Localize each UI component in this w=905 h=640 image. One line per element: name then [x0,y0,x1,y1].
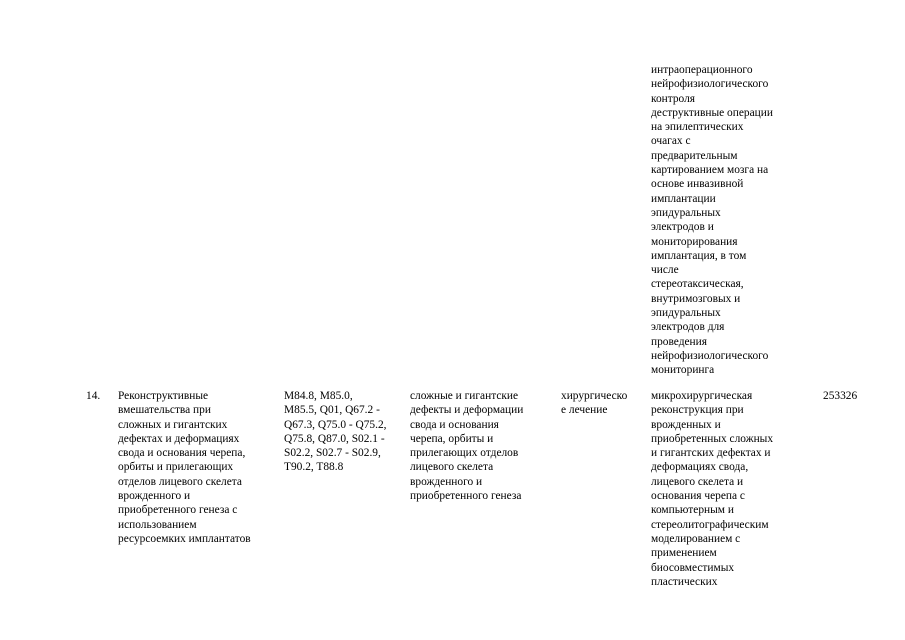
treatment-method [651,389,773,589]
method-continuation-line: основе инвазивной [651,178,744,191]
treatment-method-line: биосовместимых [651,561,735,574]
patient-model-line: врожденного и [410,475,483,488]
method-continuation-line: контроля [651,92,696,105]
method-continuation-line: предварительным [651,149,738,162]
intervention-name-line: врожденного и [118,490,191,503]
diagnosis-codes-line: Q75.8, Q87.0, S02.1 - [284,432,385,445]
method-continuation-line: эпидуральных [651,206,721,219]
patient-model-line: дефекты и деформации [410,404,524,417]
diagnosis-codes-line: Q67.3, Q75.0 - Q75.2, [284,418,387,431]
diagnosis-codes-line: M85.5, Q01, Q67.2 - [284,404,380,417]
treatment-method-line: врожденных и [651,418,721,431]
method-continuation-line: деструктивные операции [651,106,773,119]
intervention-name-line: приобретенного генеза с [118,504,238,517]
method-continuation-line: имплантация, в том [651,249,747,262]
diagnosis-codes [284,389,387,475]
intervention-name-line: Реконструктивные [118,390,209,402]
method-continuation-line: интраоперационного [651,64,753,76]
treatment-type-line: хирургическо [561,390,628,402]
intervention-name-line: свода и основания черепа, [118,447,246,460]
treatment-type-line: е лечение [561,404,608,417]
treatment-method-continuation [651,63,773,378]
patient-model-line: сложные и гигантские [410,390,519,402]
treatment-method-line: приобретенных сложных [651,432,774,445]
diagnosis-codes-line: S02.2, S02.7 - S02.9, [284,447,381,460]
treatment-method-line: реконструкция при [651,404,744,417]
price: 253326 [823,390,858,402]
patient-model-line: лицевого скелета [410,461,494,474]
treatment-method-line: пластических [651,575,718,588]
method-continuation-line: на эпилептических [651,121,744,134]
treatment-method-line: компьютерным и [651,504,734,517]
method-continuation-line: имплантации [651,192,716,205]
treatment-method-line: лицевого скелета и [651,475,744,488]
treatment-method-line: основания черепа с [651,490,745,503]
method-continuation-line: электродов и [651,221,714,234]
method-continuation-line: проведения [651,335,707,348]
intervention-name-line: сложных и гигантских [118,418,228,431]
treatment-method-line: моделированием с [651,532,741,545]
treatment-method-line: и гигантских дефектах и [651,447,771,460]
intervention-name [118,389,251,546]
patient-model-line: прилегающих отделов [410,447,519,460]
method-continuation-line: мониторинга [651,364,715,377]
intervention-name-line: использованием [118,518,197,531]
method-continuation-line: внутримозговых и [651,292,741,305]
diagnosis-codes-line: T90.2, T88.8 [284,461,344,474]
treatment-type [561,389,627,418]
treatment-method-line: применением [651,547,717,560]
intervention-name-line: вмешательства при [118,404,211,417]
intervention-name-line: орбиты и прилегающих [118,461,234,474]
row-number: 14. [86,390,101,402]
method-continuation-line: очагах с [651,135,691,148]
treatment-method-line: деформациях свода, [651,461,749,474]
treatment-method-line: микрохирургическая [651,390,753,402]
method-continuation-line: нейрофизиологического [651,349,769,362]
method-continuation-line: стереотаксическая, [651,278,744,291]
method-continuation-line: эпидуральных [651,307,721,320]
patient-model-line: приобретенного генеза [410,490,522,503]
method-continuation-line: электродов для [651,321,725,334]
method-continuation-line: числе [651,264,679,277]
method-continuation-line: нейрофизиологического [651,78,769,91]
patient-model [410,389,523,503]
method-continuation-line: картированием мозга на [651,164,769,177]
method-continuation-line: мониторирования [651,235,738,248]
intervention-name-line: ресурсоемких имплантатов [118,532,251,545]
intervention-name-line: отделов лицевого скелета [118,475,242,488]
patient-model-line: черепа, орбиты и [410,432,494,445]
intervention-name-line: дефектах и деформациях [118,432,240,445]
diagnosis-codes-line: M84.8, M85.0, [284,390,353,402]
patient-model-line: свода и основания [410,418,499,431]
treatment-method-line: стереолитографическим [651,518,769,531]
